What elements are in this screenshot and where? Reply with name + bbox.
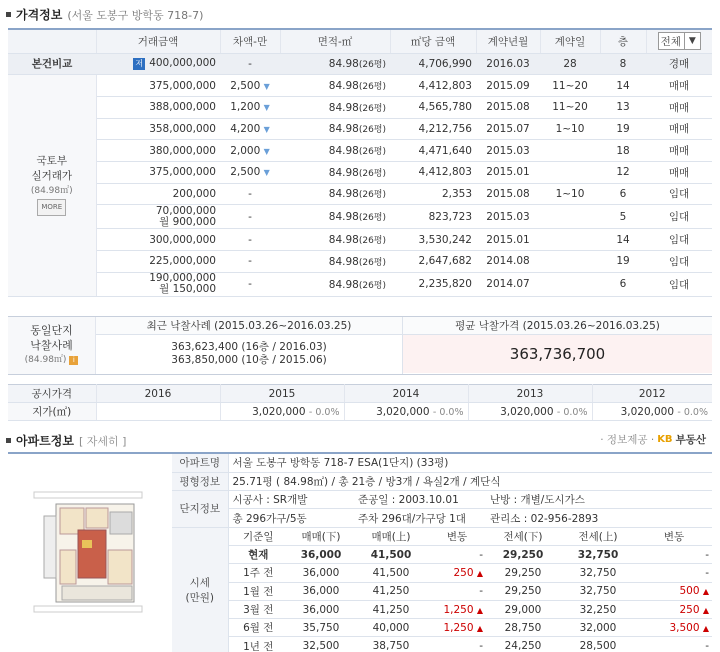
info-icon[interactable]: i (69, 356, 78, 365)
row-type: 임대 (646, 251, 712, 273)
row-day (540, 272, 600, 296)
more-button[interactable]: MORE (37, 199, 66, 216)
market-sale-low: 36,000 (288, 600, 354, 618)
price-section-title: 가격정보 (서울 도봉구 방학동 718-7) (6, 6, 203, 23)
official-value: 3,020,000 - 0.0% (468, 403, 592, 421)
up-arrow-icon: ▲ (702, 587, 709, 597)
market-jeonse-high: 32,000 (560, 619, 636, 637)
row-ym: 2015.03 (476, 140, 540, 162)
chevron-down-icon: ▼ (684, 33, 700, 49)
row-day: 1~10 (540, 118, 600, 140)
official-year: 2014 (344, 385, 468, 403)
row-area: 84.98(26평) (280, 118, 390, 140)
market-header-row (172, 527, 712, 545)
row-area: 84.98(26평) (280, 251, 390, 273)
row-day: 11~20 (540, 96, 600, 118)
row-day: 11~20 (540, 75, 600, 97)
row-diff: - (220, 205, 280, 229)
market-date: 1주 전 (228, 564, 288, 582)
market-label: 시세 (만원) (172, 527, 228, 652)
market-header: 전세(下) (486, 527, 560, 545)
market-jeonse-low: 29,250 (486, 545, 560, 563)
bullet-icon (6, 12, 11, 17)
market-row (172, 600, 712, 618)
apt-info-box (8, 452, 712, 652)
row-diff: - (220, 229, 280, 251)
compare-unit: 4,706,990 (390, 53, 476, 75)
official-value: 3,020,000 - 0.0% (220, 403, 344, 421)
apt-detail-link[interactable]: [ 자세히 ] (78, 434, 127, 448)
row-diff: 2,500 ▼ (220, 75, 280, 97)
price-row (8, 140, 712, 162)
official-value: 3,020,000 - 0.0% (592, 403, 712, 421)
row-price: 300,000,000 (96, 229, 220, 251)
row-ym: 2015.07 (476, 118, 540, 140)
market-change: 250 ▲ (636, 600, 712, 618)
apt-complex-row2 (172, 509, 712, 527)
market-sale-low: 35,750 (288, 619, 354, 637)
market-row (172, 637, 712, 652)
up-arrow-icon: ▲ (476, 605, 483, 615)
down-arrow-icon: ▼ (263, 81, 270, 91)
market-header: 기준일 (228, 527, 288, 545)
apt-plan-label: 평형정보 (172, 472, 228, 490)
row-diff: - (220, 272, 280, 296)
row-day (540, 140, 600, 162)
market-jeonse-high: 28,500 (560, 637, 636, 652)
market-sale-high: 41,500 (354, 545, 428, 563)
market-change: 500 ▲ (636, 582, 712, 600)
row-type: 매매 (646, 118, 712, 140)
up-arrow-icon: ▲ (476, 623, 483, 633)
compare-price: 저 400,000,000 (96, 53, 220, 75)
apt-section-title: 아파트정보 [ 자세히 ] (6, 432, 126, 449)
row-day (540, 229, 600, 251)
market-change: 1,250 ▲ (428, 600, 486, 618)
info-provider: · 정보제공 · KB 부동산 (600, 434, 706, 446)
market-jeonse-low: 24,250 (486, 637, 560, 652)
row-price: 358,000,000 (96, 118, 220, 140)
row-area: 84.98(26평) (280, 183, 390, 205)
up-arrow-icon: ▲ (702, 623, 709, 633)
row-area: 84.98(26평) (280, 140, 390, 162)
market-sale-high: 41,250 (354, 582, 428, 600)
kb-logo-icon: KB (657, 434, 673, 445)
row-type: 임대 (646, 205, 712, 229)
market-row (172, 619, 712, 637)
apt-heating: 난방 : 개별/도시가스 (486, 491, 712, 509)
row-type: 임대 (646, 272, 712, 296)
row-price: 380,000,000 (96, 140, 220, 162)
apt-completed: 준공일 : 2003.10.01 (354, 491, 486, 509)
row-diff: 2,000 ▼ (220, 140, 280, 162)
row-day: 1~10 (540, 183, 600, 205)
market-date: 3월 전 (228, 600, 288, 618)
header-diff: 차액-만 (220, 29, 280, 53)
market-sale-low: 36,000 (288, 545, 354, 563)
header-price: 거래금액 (96, 29, 220, 53)
row-unit: 4,412,803 (390, 75, 476, 97)
market-change: 1,250 ▲ (428, 619, 486, 637)
avg-auction-title: 평균 낙찰가격 (2015.03.26~2016.03.25) (403, 317, 712, 335)
row-unit: 3,530,242 (390, 229, 476, 251)
market-change: - (428, 637, 486, 652)
row-unit: 2,235,820 (390, 272, 476, 296)
row-unit: 4,212,756 (390, 118, 476, 140)
market-row (172, 545, 712, 563)
floor-plan-image (22, 490, 154, 614)
apt-office: 관리소 : 02-956-2893 (486, 509, 712, 527)
apt-name-row (172, 454, 712, 472)
market-header: 변동 (428, 527, 486, 545)
row-ym: 2015.08 (476, 96, 540, 118)
apt-households: 총 296가구/5동 (228, 509, 354, 527)
market-sale-high: 41,250 (354, 600, 428, 618)
row-ym: 2014.08 (476, 251, 540, 273)
row-price: 375,000,000 (96, 161, 220, 183)
row-type: 임대 (646, 183, 712, 205)
auction-side-label: 동일단지 낙찰사례 (84.98㎡) i (8, 317, 96, 374)
official-label-header: 공시가격 (8, 385, 96, 403)
official-year: 2012 (592, 385, 712, 403)
price-table (8, 28, 712, 297)
market-date: 1월 전 (228, 582, 288, 600)
row-price: 388,000,000 (96, 96, 220, 118)
apt-parking: 주차 296대/가구당 1대 (354, 509, 486, 527)
header-unit-price: ㎡당 금액 (390, 29, 476, 53)
official-value (96, 403, 220, 421)
recent-auction (96, 317, 402, 374)
market-change: - (428, 582, 486, 600)
market-header: 전세(上) (560, 527, 636, 545)
price-row (8, 75, 712, 97)
row-type: 매매 (646, 140, 712, 162)
market-sale-high: 38,750 (354, 637, 428, 652)
price-header-blank (8, 29, 96, 53)
row-ym: 2014.07 (476, 272, 540, 296)
row-price: 190,000,000 월 150,000 (96, 272, 220, 296)
compare-day: 28 (540, 53, 600, 75)
row-diff: 1,200 ▼ (220, 96, 280, 118)
auction-section (8, 316, 712, 375)
row-ym: 2015.08 (476, 183, 540, 205)
market-row (172, 564, 712, 582)
price-row (8, 251, 712, 273)
official-row-label: 지가(㎡) (8, 403, 96, 421)
header-contract-day: 계약일 (540, 29, 600, 53)
row-price: 225,000,000 (96, 251, 220, 273)
apt-complex-label: 단지정보 (172, 491, 228, 528)
market-date: 현재 (228, 545, 288, 563)
price-row (8, 183, 712, 205)
row-ym: 2015.01 (476, 161, 540, 183)
row-floor: 19 (600, 251, 646, 273)
row-diff: - (220, 251, 280, 273)
official-header-row (8, 385, 712, 403)
row-area: 84.98(26평) (280, 96, 390, 118)
row-diff: 2,500 ▼ (220, 161, 280, 183)
compare-floor: 8 (600, 53, 646, 75)
market-change: 3,500 ▲ (636, 619, 712, 637)
row-type: 임대 (646, 229, 712, 251)
down-arrow-icon: ▼ (263, 146, 270, 156)
row-ym: 2015.03 (476, 205, 540, 229)
compare-type: 경매 (646, 53, 712, 75)
market-date: 6월 전 (228, 619, 288, 637)
market-jeonse-high: 32,250 (560, 600, 636, 618)
row-area: 84.98(26평) (280, 205, 390, 229)
row-unit: 4,412,803 (390, 161, 476, 183)
market-sale-low: 36,000 (288, 564, 354, 582)
row-unit: 823,723 (390, 205, 476, 229)
apt-detail-table (172, 454, 712, 652)
row-day (540, 251, 600, 273)
market-change: 250 ▲ (428, 564, 486, 582)
row-day (540, 205, 600, 229)
market-jeonse-low: 29,250 (486, 564, 560, 582)
compare-label: 본건비교 (8, 53, 96, 75)
row-ym: 2015.01 (476, 229, 540, 251)
row-area: 84.98(26평) (280, 272, 390, 296)
market-jeonse-low: 29,000 (486, 600, 560, 618)
recent-auction-title: 최근 낙찰사례 (2015.03.26~2016.03.25) (96, 317, 402, 335)
row-floor: 19 (600, 118, 646, 140)
compare-row (8, 53, 712, 75)
market-sale-low: 36,000 (288, 582, 354, 600)
header-contract-ym: 계약년월 (476, 29, 540, 53)
market-sale-high: 40,000 (354, 619, 428, 637)
apt-plan-row (172, 472, 712, 490)
price-location: (서울 도봉구 방학동 718-7) (67, 8, 204, 22)
official-price-table (8, 384, 712, 421)
row-floor: 14 (600, 75, 646, 97)
price-row (8, 118, 712, 140)
row-floor: 5 (600, 205, 646, 229)
apt-builder: 시공사 : SR개발 (228, 491, 354, 509)
row-area: 84.98(26평) (280, 161, 390, 183)
row-unit: 2,353 (390, 183, 476, 205)
row-diff: - (220, 183, 280, 205)
row-diff: 4,200 ▼ (220, 118, 280, 140)
market-jeonse-high: 32,750 (560, 582, 636, 600)
price-row (8, 161, 712, 183)
market-jeonse-low: 28,750 (486, 619, 560, 637)
row-day (540, 161, 600, 183)
market-header: 매매(下) (288, 527, 354, 545)
apt-complex-row (172, 491, 712, 509)
market-sale-low: 32,500 (288, 637, 354, 652)
official-year: 2016 (96, 385, 220, 403)
row-area: 84.98(26평) (280, 229, 390, 251)
market-jeonse-high: 32,750 (560, 545, 636, 563)
price-row (8, 229, 712, 251)
down-arrow-icon: ▼ (263, 168, 270, 178)
price-row (8, 272, 712, 296)
market-header: 변동 (636, 527, 712, 545)
market-change: - (636, 564, 712, 582)
row-area: 84.98(26평) (280, 75, 390, 97)
deal-type-select[interactable]: 전체 ▼ (658, 32, 701, 50)
apt-name-label: 아파트명 (172, 454, 228, 472)
row-type: 매매 (646, 75, 712, 97)
row-price: 375,000,000 (96, 75, 220, 97)
row-type: 매매 (646, 96, 712, 118)
official-year: 2013 (468, 385, 592, 403)
avg-auction-value: 363,736,700 (403, 335, 712, 373)
recent-auction-item: 363,850,000 (10층 / 2015.06) (171, 354, 327, 366)
market-jeonse-low: 29,250 (486, 582, 560, 600)
row-type: 매매 (646, 161, 712, 183)
official-year: 2015 (220, 385, 344, 403)
down-arrow-icon: ▼ (263, 103, 270, 113)
official-value-row (8, 403, 712, 421)
market-change: - (636, 637, 712, 652)
bullet-icon (6, 438, 11, 443)
down-arrow-icon: ▼ (263, 124, 270, 134)
price-row (8, 96, 712, 118)
recent-auction-item: 363,623,400 (16층 / 2016.03) (171, 341, 327, 353)
up-arrow-icon: ▲ (702, 605, 709, 615)
row-floor: 14 (600, 229, 646, 251)
apt-plan-value: 25.71평 ( 84.98㎡) / 총 21층 / 방3개 / 욕실2개 / 계단식 (228, 472, 712, 490)
compare-ym: 2016.03 (476, 53, 540, 75)
row-price: 200,000 (96, 183, 220, 205)
market-row (172, 582, 712, 600)
row-floor: 13 (600, 96, 646, 118)
row-price: 70,000,000 월 900,000 (96, 205, 220, 229)
market-header: 매매(上) (354, 527, 428, 545)
compare-area: 84.98(26평) (280, 53, 390, 75)
market-change: - (428, 545, 486, 563)
row-floor: 18 (600, 140, 646, 162)
row-unit: 2,647,682 (390, 251, 476, 273)
market-jeonse-high: 32,750 (560, 564, 636, 582)
up-arrow-icon: ▲ (476, 568, 483, 578)
row-floor: 12 (600, 161, 646, 183)
row-floor: 6 (600, 272, 646, 296)
header-floor: 층 (600, 29, 646, 53)
row-unit: 4,471,640 (390, 140, 476, 162)
header-filter-cell (646, 29, 712, 53)
row-ym: 2015.09 (476, 75, 540, 97)
low-price-badge: 저 (133, 58, 145, 70)
compare-diff: - (220, 53, 280, 75)
row-floor: 6 (600, 183, 646, 205)
price-header-row (8, 29, 712, 53)
market-date: 1년 전 (228, 637, 288, 652)
official-value: 3,020,000 - 0.0% (344, 403, 468, 421)
avg-auction (402, 317, 712, 374)
header-area: 면적-㎡ (280, 29, 390, 53)
apt-name-value: 서울 도봉구 방학동 718-7 ESA(1단지) (33평) (228, 454, 712, 472)
market-sale-high: 41,500 (354, 564, 428, 582)
side-label: 국토부 실거래가 (84.98㎡) MORE (8, 75, 96, 297)
row-unit: 4,565,780 (390, 96, 476, 118)
price-row (8, 205, 712, 229)
market-change: - (636, 545, 712, 563)
